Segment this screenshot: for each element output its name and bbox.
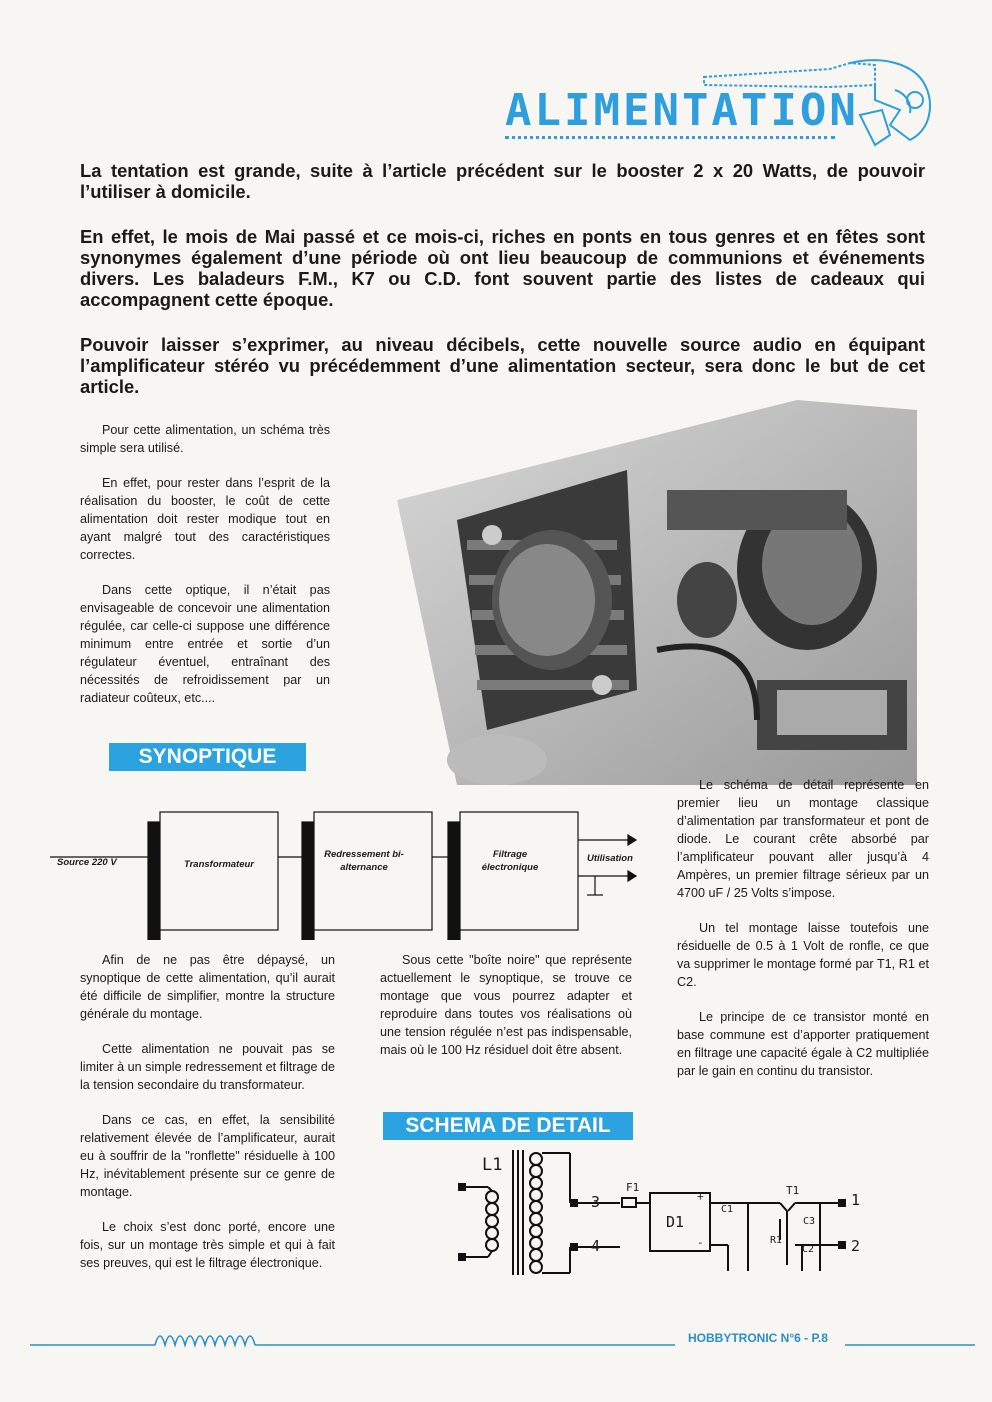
label-d1: D1: [666, 1213, 685, 1231]
block-filtrage: Filtrage électronique: [481, 849, 539, 873]
synoptique-heading: SYNOPTIQUE: [109, 743, 306, 771]
block-transformateur: Transformateur: [183, 859, 255, 870]
label-f1: F1: [626, 1181, 640, 1194]
paragraph: En effet, pour rester dans l’esprit de la réalisation du booster, le coût de cette alimentation doit rester modique tout en ayant malgré tout des caractéristiques correctes.: [80, 476, 330, 562]
intro-paragraph-1: La tentation est grande, suite à l’article précédent sur le booster 2 x 20 Watts, de pouvoir l’utiliser à domicile.: [80, 160, 925, 202]
paragraph: Le principe de ce transistor monté en base commune est d’apporter pratiquement en filtrage une capacité égale à C2 multipliée par le gain en continu du transistor.: [677, 1010, 929, 1078]
label-t1: T1: [786, 1184, 800, 1197]
label-3: 3: [591, 1193, 601, 1211]
label-r1: R1: [770, 1235, 783, 1246]
intro-paragraph-3: Pouvoir laisser s’exprimer, au niveau décibels, cette nouvelle source audio en équipant l’amplificateur stéréo vu précédemment d’une alimentation secteur, sera donc le but de cet article.: [80, 334, 925, 397]
page-title: ALIMENTATION: [505, 86, 835, 139]
label-l1: L1: [482, 1155, 503, 1175]
paragraph: Cette alimentation ne pouvait pas se limiter à un simple redressement et filtrage de la tension secondaire du transformateur.: [80, 1042, 335, 1092]
label-out-2: 2: [851, 1237, 861, 1255]
circuit-board-photo: [397, 400, 917, 785]
footer-page-info: HOBBYTRONIC N°6 - P.8: [688, 1331, 828, 1345]
label-out-1: 1: [851, 1191, 861, 1209]
label-c2: C2: [802, 1244, 815, 1255]
paragraph: Le choix s’est donc porté, encore une fois, sur un montage très simple et qui à fait ses preuves, qui est le filtrage électronique.: [80, 1220, 335, 1270]
paragraph: Sous cette "boîte noire" que représente actuellement le synoptique, se trouve ce montage que vous pourrez adapter et reproduire dans toutes vos réalisations où une tension régulée n’est pas indispensable, mais où le 100 Hz résiduel doit être absent.: [380, 953, 632, 1057]
block-redressement: Redressement bi-alternance: [324, 849, 404, 873]
label-c1: C1: [721, 1204, 734, 1215]
paragraph: Le schéma de détail représente en premier lieu un montage classique d’alimentation par transformateur et pont de diode. Le courant crête absorbé par l’amplificateur pouvant aller jusqu’à 4 Ampères, un premier filtrage sérieux par un 4700 uF / 25 Volts s’impose.: [677, 778, 929, 900]
label-plus: +: [697, 1190, 704, 1203]
output-label: Utilisation: [587, 853, 633, 864]
text-column-right: [677, 776, 929, 1097]
source-label: Source 220 V: [57, 857, 117, 868]
text-column-left-top: [80, 421, 330, 724]
paragraph: Un tel montage laisse toutefois une résiduelle de 0.5 à 1 Volt de ronfle, ce que va supprimer le montage formé par T1, R1 et C2.: [677, 921, 929, 989]
paragraph: Dans ce cas, en effet, la sensibilité relativement élevée de l’amplificateur, aurait eu à souffrir de la "ronflette" résiduelle à 100 Hz, inévitablement présente sur ce genre de montage.: [80, 1113, 335, 1199]
intro-paragraph-2: En effet, le mois de Mai passé et ce mois-ci, riches en ponts en tous genres et en fêtes sont synonymes également d’une période où ont lieu beaucoup de communions et événements divers. Les baladeurs F.M., K7 ou C.D. font souvent partie des listes de cadeaux qui accompagnent cette époque.: [80, 226, 925, 310]
soldering-gun-icon: [700, 55, 940, 155]
label-c3: C3: [803, 1216, 816, 1227]
schema-circuit-diagram: [450, 1145, 860, 1280]
text-column-left-bottom: [80, 951, 335, 1289]
paragraph: Dans cette optique, il n’était pas envisageable de concevoir une alimentation régulée, car celle-ci suppose une différence minimum entre entrée et sortie d’un régulateur éventuel, entraînant des nécessités de refroidissement par un radiateur coûteux, etc....: [80, 583, 330, 705]
paragraph: Pour cette alimentation, un schéma très simple sera utilisé.: [80, 423, 330, 455]
label-4: 4: [591, 1237, 601, 1255]
footer-waveform: [30, 1325, 975, 1353]
schema-heading: SCHEMA DE DETAIL: [383, 1112, 633, 1140]
paragraph: Afin de ne pas être dépaysé, un synoptique de cette alimentation, qu’il aurait été difficile de simplifier, montre la structure générale du montage.: [80, 953, 335, 1021]
text-column-middle: [380, 951, 632, 1076]
label-minus: -: [697, 1236, 704, 1249]
